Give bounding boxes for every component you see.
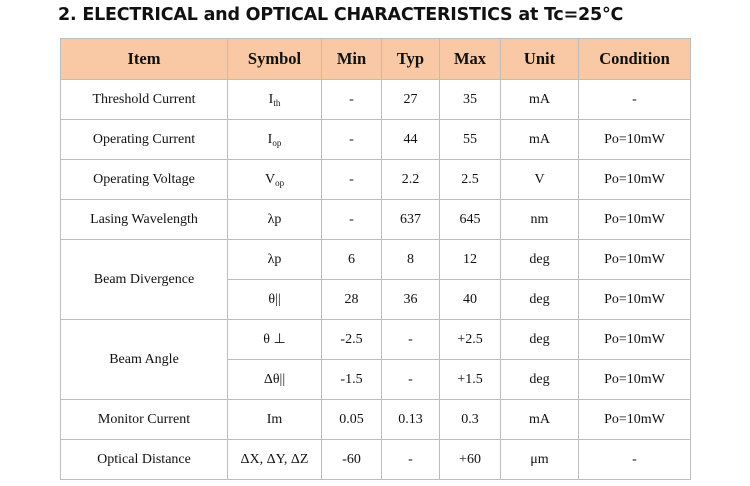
symbol-cell: θ||	[228, 280, 322, 320]
typ-cell: -	[382, 360, 440, 400]
min-cell: -	[322, 80, 382, 120]
min-cell: 6	[322, 240, 382, 280]
condition-cell: Po=10mW	[579, 360, 691, 400]
max-cell: 645	[440, 200, 501, 240]
item-cell: Operating Voltage	[61, 160, 228, 200]
header-unit: Unit	[501, 39, 579, 80]
header-min: Min	[322, 39, 382, 80]
item-cell: Beam Angle	[61, 320, 228, 400]
unit-cell: μm	[501, 440, 579, 480]
table-row	[61, 80, 691, 120]
min-cell: -	[322, 200, 382, 240]
condition-cell: Po=10mW	[579, 400, 691, 440]
symbol-cell: λp	[228, 200, 322, 240]
header-symbol: Symbol	[228, 39, 322, 80]
item-cell: Beam Divergence	[61, 240, 228, 320]
min-cell: -	[322, 160, 382, 200]
symbol-cell: λp	[228, 240, 322, 280]
header-condition: Condition	[579, 39, 691, 80]
item-cell: Optical Distance	[61, 440, 228, 480]
table-row	[61, 440, 691, 480]
symbol-cell	[228, 120, 322, 160]
symbol-main: I	[267, 131, 273, 147]
max-cell: 2.5	[440, 160, 501, 200]
unit-cell: deg	[501, 240, 579, 280]
unit-cell: V	[501, 160, 579, 200]
section-title: 2. ELECTRICAL and OPTICAL CHARACTERISTICS at Tc=25°C	[58, 5, 624, 25]
typ-cell: 0.13	[382, 400, 440, 440]
max-cell: +1.5	[440, 360, 501, 400]
condition-cell: Po=10mW	[579, 320, 691, 360]
typ-cell: 27	[382, 80, 440, 120]
table-row	[61, 120, 691, 160]
typ-cell: 44	[382, 120, 440, 160]
header-item: Item	[61, 39, 228, 80]
table-row	[61, 320, 691, 360]
header-typ: Typ	[382, 39, 440, 80]
max-cell: 35	[440, 80, 501, 120]
unit-cell: nm	[501, 200, 579, 240]
typ-cell: -	[382, 440, 440, 480]
item-cell: Monitor Current	[61, 400, 228, 440]
typ-cell: 2.2	[382, 160, 440, 200]
max-cell: +60	[440, 440, 501, 480]
symbol-main: I	[268, 91, 274, 107]
condition-cell: -	[579, 440, 691, 480]
table-header-row	[61, 39, 691, 80]
table-row	[61, 160, 691, 200]
typ-cell: 637	[382, 200, 440, 240]
max-cell: 55	[440, 120, 501, 160]
symbol-main: V	[264, 171, 276, 187]
symbol-cell: ΔX, ΔY, ΔZ	[228, 440, 322, 480]
min-cell: 0.05	[322, 400, 382, 440]
max-cell: 0.3	[440, 400, 501, 440]
condition-cell: -	[579, 80, 691, 120]
header-max: Max	[440, 39, 501, 80]
min-cell: -1.5	[322, 360, 382, 400]
unit-cell: mA	[501, 80, 579, 120]
min-cell: -60	[322, 440, 382, 480]
unit-cell: deg	[501, 360, 579, 400]
min-cell: -	[322, 120, 382, 160]
typ-cell: -	[382, 320, 440, 360]
table-row	[61, 240, 691, 280]
symbol-cell: Im	[228, 400, 322, 440]
symbol-subscript: op	[275, 177, 285, 188]
symbol-cell	[228, 80, 322, 120]
min-cell: -2.5	[322, 320, 382, 360]
symbol-cell	[228, 160, 322, 200]
item-cell: Threshold Current	[61, 80, 228, 120]
condition-cell: Po=10mW	[579, 160, 691, 200]
typ-cell: 36	[382, 280, 440, 320]
condition-cell: Po=10mW	[579, 200, 691, 240]
characteristics-table	[60, 38, 691, 480]
condition-cell: Po=10mW	[579, 240, 691, 280]
max-cell: 12	[440, 240, 501, 280]
unit-cell: deg	[501, 280, 579, 320]
symbol-subscript: th	[273, 97, 281, 108]
item-cell: Lasing Wavelength	[61, 200, 228, 240]
table-row	[61, 400, 691, 440]
max-cell: +2.5	[440, 320, 501, 360]
condition-cell: Po=10mW	[579, 120, 691, 160]
min-cell: 28	[322, 280, 382, 320]
unit-cell: deg	[501, 320, 579, 360]
symbol-subscript: op	[272, 137, 282, 148]
symbol-cell: Δθ||	[228, 360, 322, 400]
table-row	[61, 200, 691, 240]
item-cell: Operating Current	[61, 120, 228, 160]
symbol-cell: θ ⊥	[228, 320, 322, 360]
unit-cell: mA	[501, 400, 579, 440]
unit-cell: mA	[501, 120, 579, 160]
typ-cell: 8	[382, 240, 440, 280]
condition-cell: Po=10mW	[579, 280, 691, 320]
max-cell: 40	[440, 280, 501, 320]
